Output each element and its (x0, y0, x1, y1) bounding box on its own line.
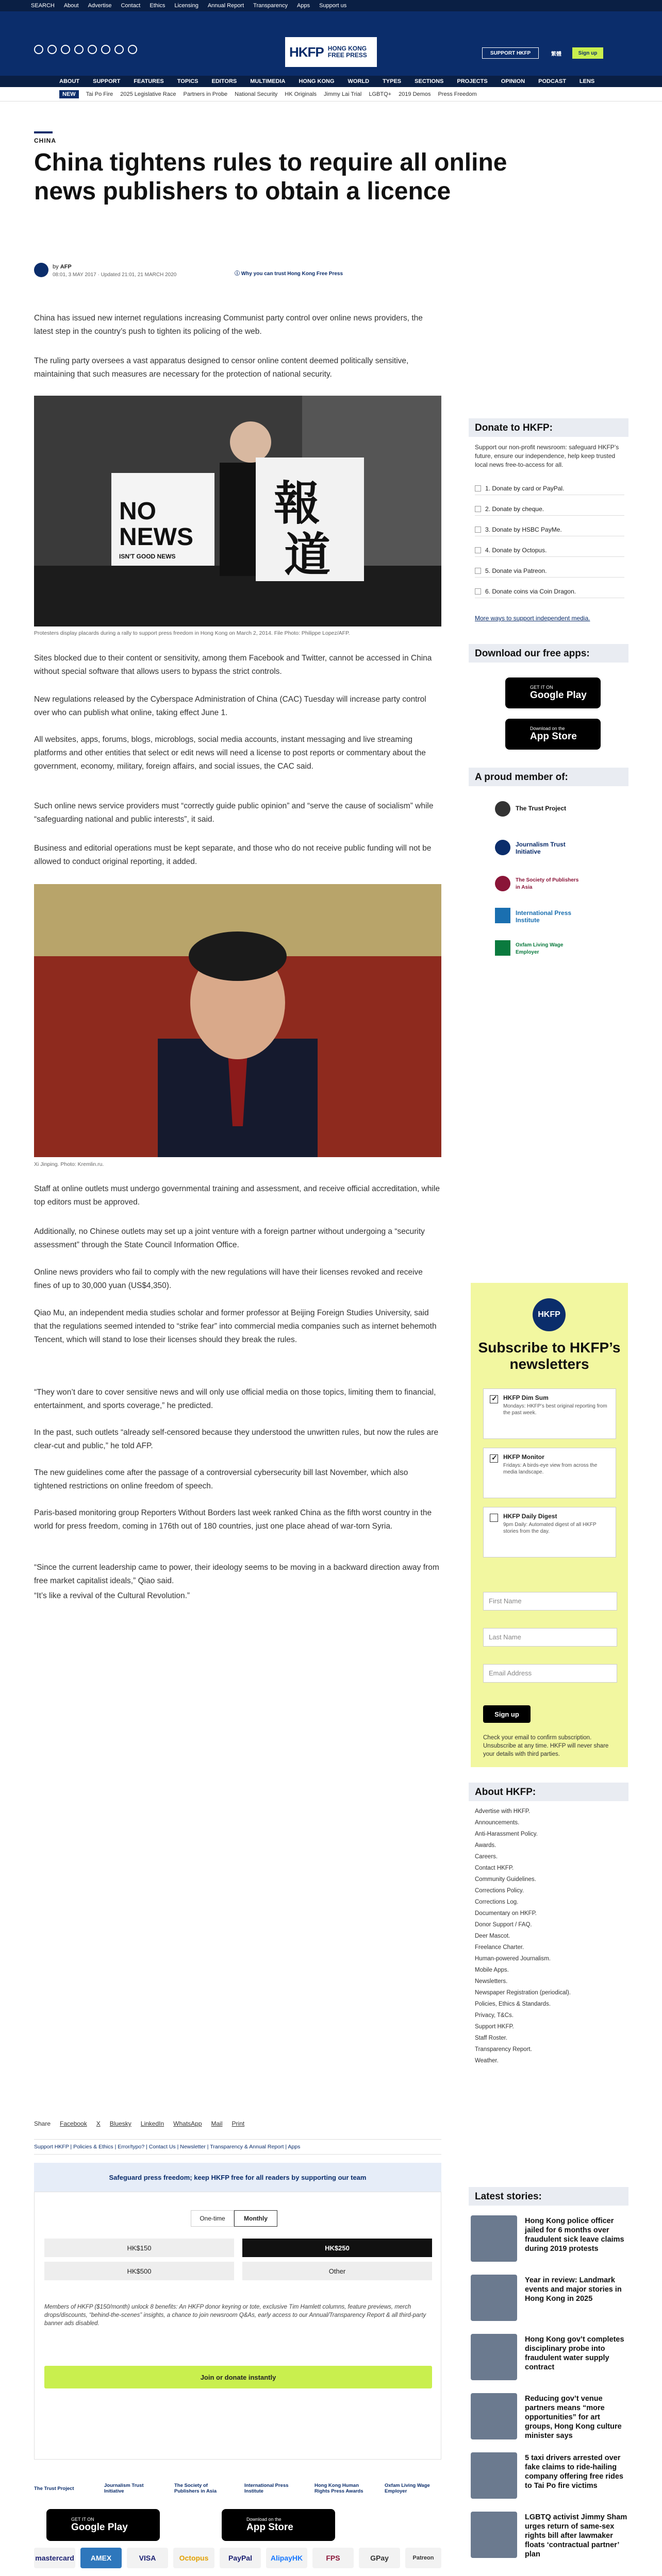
payment-alipayhk: AlipayHK (266, 2548, 307, 2568)
newsletter-title: Subscribe to HKFP’s newsletters (478, 1340, 621, 1372)
latest-story-title[interactable]: Hong Kong gov’t completes disciplinary probe into fraudulent water supply contract (525, 2335, 624, 2371)
article-paragraph: Business and editorial operations must be kept separate, and those who do not receive public funding will not be allowed to conduct original reporting, it added. (34, 844, 432, 866)
amount-option-selected[interactable]: HK$250 (242, 2239, 432, 2257)
trust-logo: The Society of Publishers in Asia (174, 2483, 217, 2494)
about-link[interactable]: Careers. (475, 1854, 498, 1860)
freq-monthly[interactable]: Monthly (234, 2210, 277, 2227)
about-link[interactable]: Privacy, T&Cs. (475, 2012, 514, 2019)
newsletter-signup-button[interactable]: Sign up (483, 1705, 531, 1723)
about-link[interactable]: Announcements. (475, 1820, 520, 1826)
trending-item[interactable]: Press Freedom (438, 91, 477, 97)
payment-visa: VISA (127, 2548, 168, 2568)
donate-checkbox[interactable] (475, 506, 481, 512)
site-logo[interactable] (285, 37, 377, 67)
latest-story-title[interactable]: Reducing gov’t venue partners means “more opportunities” for art groups, Hong Kong culture minister says (525, 2395, 622, 2440)
article-paragraph: Paris-based monitoring group Reporters Without Borders last week ranked China as the fifth worst country in the world for press freedom, coming in 176th out of 180 countries, just one place ahead of war-torn Syria. (34, 1509, 432, 1531)
language-toggle[interactable]: 繁體 (551, 51, 561, 57)
trending-item[interactable]: 2025 Legislative Race (120, 91, 176, 97)
safeguard-banner[interactable]: Safeguard press freedom; keep HKFP free for all readers by supporting our team (34, 2163, 441, 2192)
donate-option[interactable]: 1. Donate by card or PayPal. (475, 482, 624, 495)
payment-paypal: PayPal (220, 2548, 261, 2568)
share-bluesky[interactable]: Bluesky (109, 2120, 131, 2127)
protest-photo-illustration (34, 396, 441, 626)
join-donate-button[interactable]: Join or donate instantly (44, 2366, 432, 2388)
member-heading: A proud member of: (469, 768, 628, 786)
newsletter-note: Check your email to confirm subscription. Unsubscribe at any time. HKFP will never share your details with third parties. (483, 1735, 609, 1757)
latest-story-title[interactable]: LGBTQ activist Jimmy Sham urges return of same-sex rights bill after lawmaker floats ‘contractual partner’ plan (525, 2513, 627, 2558)
trending-item[interactable]: Jimmy Lai Trial (324, 91, 362, 97)
article-paragraph: All websites, apps, forums, blogs, microblogs, social media accounts, instant messaging and live streaming platforms and other entities that select or edit news will need a license to post reports or commentary about the government, economy, military, foreign affairs, and social issues, the CAC said. (34, 735, 426, 771)
donate-option[interactable]: 4. Donate by Octopus. (475, 544, 624, 557)
apps-heading: Download our free apps: (469, 644, 628, 663)
donate-option[interactable]: 2. Donate by cheque. (475, 502, 624, 516)
nav-features[interactable]: FEATURES (134, 78, 164, 84)
topbar-about[interactable]: About (63, 3, 79, 9)
share-label: Share (34, 2120, 51, 2127)
donate-checkbox[interactable] (475, 485, 481, 492)
email-input[interactable]: Email Address (483, 1664, 617, 1683)
publish-dates: 08:01, 3 MAY 2017 · Updated 21:01, 21 MARCH 2020 (53, 272, 177, 278)
about-link[interactable]: Advertise with HKFP. (475, 1808, 531, 1815)
about-heading: About HKFP: (469, 1783, 628, 1801)
twitter-icon[interactable] (47, 45, 57, 54)
article-paragraph: New regulations released by the Cyberspace Administration of China (CAC) Tuesday will increase party control over who can publish what online, taking effect June 1. (34, 695, 426, 717)
last-name-input[interactable]: Last Name (483, 1628, 617, 1647)
about-link[interactable]: Corrections Policy. (475, 1888, 524, 1894)
about-link[interactable]: Human-powered Journalism. (475, 1956, 551, 1962)
article-paragraph: Staff at online outlets must undergo governmental training and assessment, and receive official accreditation, while top editors must be approved. (34, 1184, 440, 1207)
about-link[interactable]: Newsletters. (475, 1978, 508, 1985)
nav-world[interactable]: WORLD (347, 78, 370, 84)
share-bar (34, 2120, 244, 2127)
about-link[interactable]: Mobile Apps. (475, 1967, 509, 1973)
topbar-ethics[interactable]: Ethics (150, 3, 166, 9)
nav-projects[interactable]: PROJECTS (457, 78, 488, 84)
article-paragraph: Sites blocked due to their content or sensitivity, among them Facebook and Twitter, cannot be accessed in China without special software that allows users to bypass the strict controls. (34, 654, 432, 676)
app-store-button[interactable]: Download on the App Store (222, 2509, 335, 2541)
about-link[interactable]: Weather. (475, 2058, 499, 2064)
nav-about[interactable]: ABOUT (59, 78, 80, 84)
latest-story-thumbnail[interactable] (471, 2334, 517, 2380)
trust-logo: Oxfam Living Wage Employer (385, 2483, 430, 2494)
share-facebook[interactable]: Facebook (60, 2120, 87, 2127)
latest-story-thumbnail[interactable] (471, 2275, 517, 2321)
article-paragraph: “It’s like a revival of the Cultural Revolution.” (34, 1591, 190, 1600)
top-utility-bar (0, 0, 662, 11)
topbar-transparency[interactable]: Transparency (253, 3, 288, 9)
main-nav (0, 76, 662, 87)
facebook-icon[interactable] (34, 45, 43, 54)
article-paragraph: In the past, such outlets “already self-censored because they understood the unwritten rules, but now the rules are clear-cut and public,” he told AFP. (34, 1428, 439, 1450)
trending-bar (0, 87, 662, 101)
member-logo[interactable]: Journalism Trust Initiative (516, 841, 566, 855)
youtube-icon[interactable] (88, 45, 97, 54)
latest-story-title[interactable]: Hong Kong police officer jailed for 6 months over fraudulent sick leave claims during 2019 protests (525, 2217, 624, 2253)
linkedin-icon[interactable] (101, 45, 110, 54)
payment-patreon: Patreon (405, 2548, 441, 2568)
share-x[interactable]: X (96, 2120, 101, 2127)
article-category[interactable]: CHINA (34, 137, 56, 144)
jti-icon (495, 840, 510, 855)
article-paragraph: Such online news service providers must “correctly guide public opinion” and “serve the cause of socialism” while “safeguarding national and public interests”, it said. (34, 802, 434, 824)
donate-intro[interactable]: Support our non-profit newsroom: safeguard HKFP’s future, ensure our independence, help keep trusted local news free-to-access for all. (475, 444, 619, 468)
trust-logos-row (34, 2479, 441, 2498)
nav-sections[interactable]: SECTIONS (415, 78, 444, 84)
member-logo[interactable]: The Society of Publishers in Asia (516, 877, 579, 890)
latest-story-title[interactable]: Year in review: Landmark events and major stories in Hong Kong in 2025 (525, 2276, 622, 2303)
nav-topics[interactable]: TOPICS (177, 78, 198, 84)
author-link[interactable]: AFP (60, 264, 72, 270)
donate-option[interactable]: 3. Donate by HSBC PayMe. (475, 523, 624, 536)
more-ways-link[interactable]: More ways to support independent media. (475, 615, 590, 622)
newsletter-checkbox[interactable] (490, 1514, 498, 1522)
payment-octopus: Octopus (173, 2548, 214, 2568)
about-link[interactable]: Freelance Charter. (475, 1944, 524, 1951)
google-play-button[interactable]: GET IT ON Google Play (46, 2509, 160, 2541)
nav-lens[interactable]: LENS (579, 78, 595, 84)
latest-story-thumbnail[interactable] (471, 2393, 517, 2439)
trust-logo: The Trust Project (34, 2485, 74, 2492)
topbar-support[interactable]: Support us (319, 3, 347, 9)
payment-fps: FPS (312, 2548, 354, 2568)
donate-heading: Donate to HKFP: (469, 418, 628, 437)
about-link[interactable]: Policies, Ethics & Standards. (475, 2001, 551, 2007)
latest-story-thumbnail[interactable] (471, 2512, 517, 2558)
member-logo[interactable]: The Trust Project (516, 805, 567, 812)
newsletter-option[interactable]: ✓ HKFP Monitor Fridays: A birds-eye view from across the media landscape. (483, 1448, 616, 1498)
nav-multimedia[interactable]: MULTIMEDIA (250, 78, 286, 84)
ipi-icon (495, 908, 510, 923)
article-paragraph: China has issued new internet regulations increasing Communist party control over online news providers, the latest step in the country’s push to tighten its policing of the web. (34, 314, 423, 336)
search-link[interactable]: SEARCH (31, 3, 55, 9)
amount-option-other[interactable]: Other (242, 2262, 432, 2280)
telegram-icon[interactable] (128, 45, 137, 54)
oxfam-icon (495, 940, 510, 956)
newsletter-option[interactable]: ✓ HKFP Dim Sum Mondays: HKFP’s best original reporting from the past week. (483, 1388, 616, 1439)
byline: by AFP (53, 264, 72, 270)
payment-amex: AMEX (80, 2548, 122, 2568)
latest-heading: Latest stories: (469, 2187, 628, 2206)
trust-logo: Journalism Trust Initiative (104, 2483, 144, 2494)
article-paragraph: “They won’t dare to cover sensitive news and will only use official media on those topics, limiting them to financial, entertainment, and sports coverage,” he predicted. (34, 1388, 436, 1410)
member-logo[interactable]: Oxfam Living Wage Employer (516, 942, 564, 955)
payment-gpay: GPay (359, 2548, 400, 2568)
why-trust-link[interactable]: ⓘ Why you can trust Hong Kong Free Press (235, 271, 343, 277)
first-name-input[interactable]: First Name (483, 1592, 617, 1611)
newsletter-logo: HKFP (533, 1298, 566, 1331)
nav-support[interactable]: SUPPORT (93, 78, 121, 84)
about-link[interactable]: Staff Roster. (475, 2035, 508, 2041)
donate-checkbox[interactable] (475, 588, 481, 595)
new-badge: NEW (59, 90, 79, 98)
xi-photo-illustration (34, 884, 441, 1157)
trending-item[interactable]: Tai Po Fire (86, 91, 113, 97)
article-paragraph: Online news providers who fail to comply with the new regulations will have their licenses revoked and receive fines of up to 30,000 yuan (US$4,350). (34, 1268, 423, 1290)
donate-checkbox[interactable] (475, 568, 481, 574)
article-paragraph: Qiao Mu, an independent media studies scholar and former professor at Beijing Foreign Studies University, said that the regulations seemed intended to “strike fear” into commercial media companies such as internet behemoth Tencent, which will stand to lose their licenses should they break the rules. (34, 1309, 437, 1344)
donate-option[interactable]: 5. Donate via Patreon. (475, 564, 624, 578)
policy-links[interactable]: Support HKFP | Policies & Ethics | Error/typo? | Contact Us | Newsletter | Transparency & Annual Report | Apps (34, 2139, 441, 2155)
newsletter-option[interactable]: HKFP Daily Digest 9pm Daily: Automated digest of all HKFP stories from the day. (483, 1507, 616, 1557)
trust-logo: Hong Kong Human Rights Press Awards (315, 2483, 363, 2494)
latest-story-thumbnail[interactable] (471, 2452, 517, 2499)
share-whatsapp[interactable]: WhatsApp (173, 2120, 202, 2127)
trending-item[interactable]: LGBTQ+ (369, 91, 392, 97)
share-mail[interactable]: Mail (211, 2120, 223, 2127)
topbar-apps[interactable]: Apps (297, 3, 310, 9)
topbar-licensing[interactable]: Licensing (174, 3, 198, 9)
about-link[interactable]: Support HKFP. (475, 2024, 514, 2030)
latest-story-title[interactable]: 5 taxi drivers arrested over fake claims to ride-hailing company offering free rides to Tai Po fire victims (525, 2454, 623, 2490)
sidebar-app-store-button[interactable]: Download on the App Store (505, 719, 601, 750)
about-link[interactable]: Community Guidelines. (475, 1876, 536, 1883)
amount-option[interactable]: HK$150 (44, 2239, 234, 2257)
about-link[interactable]: Documentary on HKFP. (475, 1910, 537, 1917)
signup-button[interactable]: Sign up (572, 47, 603, 59)
about-link[interactable]: Contact HKFP. (475, 1865, 514, 1871)
about-link[interactable]: Donor Support / FAQ. (475, 1922, 532, 1928)
amount-option[interactable]: HK$500 (44, 2262, 234, 2280)
logo-mark: HKFP (289, 44, 324, 60)
nav-hong-kong[interactable]: HONG KONG (299, 78, 335, 84)
site-header (0, 11, 662, 76)
about-link[interactable]: Newspaper Registration (periodical). (475, 1990, 571, 1996)
svg-text:報: 報 (274, 479, 320, 530)
article-paragraph: “Since the current leadership came to power, their ideology seems to be moving in a backward direction away from free market capitalist ideals,” Qiao said. (34, 1563, 439, 1585)
author-avatar[interactable] (34, 263, 48, 277)
info-icon: ⓘ (235, 271, 241, 277)
trust-project-icon (495, 801, 510, 817)
about-link[interactable]: Corrections Log. (475, 1899, 519, 1905)
newsletter-checkbox[interactable] (490, 1454, 498, 1463)
protest-sign-text: NO NEWS (119, 498, 193, 551)
article-photo-protest (34, 396, 441, 626)
topbar-advertise[interactable]: Advertise (88, 3, 112, 9)
instagram-icon[interactable] (61, 45, 70, 54)
protest-sign-subtext: ISN'T GOOD NEWS (119, 553, 176, 560)
whatsapp-icon[interactable] (114, 45, 124, 54)
trending-item[interactable]: National Security (235, 91, 278, 97)
newsletter-checkbox[interactable] (490, 1395, 498, 1403)
nav-editors[interactable]: EDITORS (211, 78, 237, 84)
support-hkfp-button[interactable]: SUPPORT HKFP (482, 47, 539, 59)
freq-one-time[interactable]: One-time (191, 2210, 234, 2227)
article-photo-xi (34, 884, 441, 1157)
nav-podcast[interactable]: PODCAST (538, 78, 566, 84)
latest-story-thumbnail[interactable] (471, 2215, 517, 2262)
about-link[interactable]: Anti-Harassment Policy. (475, 1831, 538, 1837)
sidebar-google-play-button[interactable]: GET IT ON Google Play (505, 677, 601, 708)
article-paragraph: The new guidelines come after the passage of a controversial cybersecurity bill last November, which also tightened restrictions on online freedom of speech. (34, 1468, 408, 1490)
sopa-icon (495, 876, 510, 891)
trust-logo: International Press Institute (244, 2483, 289, 2494)
about-link[interactable]: Transparency Report. (475, 2046, 532, 2053)
donate-checkbox[interactable] (475, 527, 481, 533)
category-accent (34, 131, 53, 133)
trending-item[interactable]: 2019 Demos (399, 91, 431, 97)
article-title: China tightens rules to require all online news publishers to obtain a licence (34, 149, 507, 205)
trending-item[interactable]: Partners in Probe (183, 91, 228, 97)
share-print[interactable]: Print (231, 2120, 245, 2127)
trending-item[interactable]: HK Originals (285, 91, 317, 97)
about-link[interactable]: Deer Mascot. (475, 1933, 510, 1939)
topbar-annual-report[interactable]: Annual Report (207, 3, 244, 9)
donate-checkbox[interactable] (475, 547, 481, 553)
svg-text:道: 道 (284, 530, 330, 581)
article-paragraph: Additionally, no Chinese outlets may set up a joint venture with a foreign partner without undergoing a “security assessment” through the State Council Information Office. (34, 1227, 425, 1249)
about-link[interactable]: Awards. (475, 1842, 496, 1849)
photo-caption: Protesters display placards during a rally to support press freedom in Hong Kong on March 2, 2014. File Photo: Philippe Lopez/AFP. (34, 630, 350, 636)
topbar-contact[interactable]: Contact (121, 3, 141, 9)
donate-option[interactable]: 6. Donate coins via Coin Dragon. (475, 585, 624, 598)
payment-mastercard: mastercard (34, 2548, 75, 2568)
article-paragraph: The ruling party oversees a vast apparatus designed to censor online content deemed politically sensitive, maintaining that such measures are necessary for the protection of national security. (34, 357, 409, 379)
logo-text: HONG KONG FREE PRESS (327, 45, 367, 59)
member-logo[interactable]: International Press Institute (516, 909, 572, 924)
photo-caption: Xi Jinping. Photo: Kremlin.ru. (34, 1161, 104, 1167)
membership-benefits: Members of HKFP ($150/month) unlock 8 benefits: An HKFP donor keyring or tote, exclusive Tim Hamlett columns, feature previews, merch drops/discounts, “behind-the-scenes” insights, a chance to join newsroom Q&As, early access to our Annual/Transparency Report & all third-party banner ads disabled. (44, 2304, 426, 2327)
nav-opinion[interactable]: OPINION (501, 78, 525, 84)
nav-types[interactable]: TYPES (383, 78, 402, 84)
share-linkedin[interactable]: LinkedIn (140, 2120, 164, 2127)
threads-icon[interactable] (74, 45, 84, 54)
